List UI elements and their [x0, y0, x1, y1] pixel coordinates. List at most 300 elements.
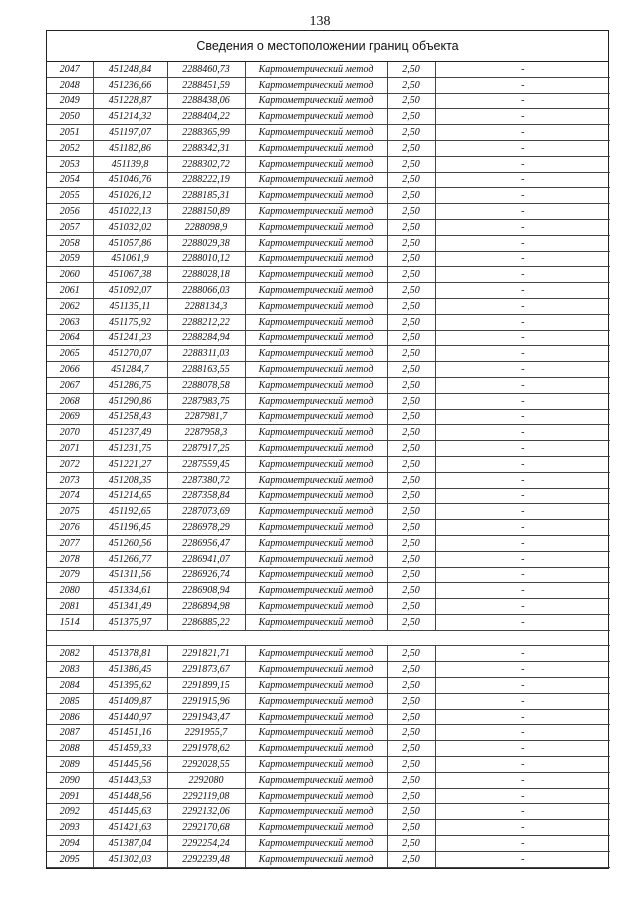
table-row	[47, 251, 610, 267]
point-number-cell: 2063	[47, 314, 93, 330]
point-number-cell: 2072	[47, 456, 93, 472]
description-cell: -	[435, 283, 610, 299]
y-coordinate-cell: 2288451,59	[167, 77, 245, 93]
description-cell: -	[435, 298, 610, 314]
x-coordinate-cell: 451260,56	[93, 535, 167, 551]
y-coordinate-cell: 2288163,55	[167, 362, 245, 378]
accuracy-cell: 2,50	[387, 346, 435, 362]
table-row	[47, 646, 610, 662]
x-coordinate-cell: 451032,02	[93, 219, 167, 235]
accuracy-cell: 2,50	[387, 520, 435, 536]
x-coordinate-cell: 451046,76	[93, 172, 167, 188]
table-row	[47, 757, 610, 773]
table-row	[47, 156, 610, 172]
accuracy-cell: 2,50	[387, 188, 435, 204]
x-coordinate-cell: 451196,45	[93, 520, 167, 536]
table-row	[47, 520, 610, 536]
y-coordinate-cell: 2287983,75	[167, 393, 245, 409]
method-cell: Картометрический метод	[245, 520, 387, 536]
y-coordinate-cell: 2288185,31	[167, 188, 245, 204]
description-cell: -	[435, 472, 610, 488]
method-cell: Картометрический метод	[245, 283, 387, 299]
y-coordinate-cell: 2287958,3	[167, 425, 245, 441]
method-cell: Картометрический метод	[245, 219, 387, 235]
point-number-cell: 2050	[47, 109, 93, 125]
coordinates-table-body	[47, 62, 610, 867]
y-coordinate-cell: 2288066,03	[167, 283, 245, 299]
method-cell: Картометрический метод	[245, 535, 387, 551]
x-coordinate-cell: 451214,65	[93, 488, 167, 504]
point-number-cell: 2077	[47, 535, 93, 551]
description-cell: -	[435, 188, 610, 204]
y-coordinate-cell: 2291978,62	[167, 741, 245, 757]
y-coordinate-cell: 2288098,9	[167, 219, 245, 235]
method-cell: Картометрический метод	[245, 488, 387, 504]
table-row	[47, 504, 610, 520]
accuracy-cell: 2,50	[387, 93, 435, 109]
method-cell: Картометрический метод	[245, 235, 387, 251]
method-cell: Картометрический метод	[245, 109, 387, 125]
table-row	[47, 441, 610, 457]
accuracy-cell: 2,50	[387, 330, 435, 346]
point-number-cell: 2070	[47, 425, 93, 441]
table-row	[47, 772, 610, 788]
separator-cell	[47, 630, 610, 646]
description-cell: -	[435, 599, 610, 615]
method-cell: Картометрический метод	[245, 330, 387, 346]
description-cell: -	[435, 757, 610, 773]
point-number-cell: 2082	[47, 646, 93, 662]
x-coordinate-cell: 451135,11	[93, 298, 167, 314]
method-cell: Картометрический метод	[245, 804, 387, 820]
y-coordinate-cell: 2288311,03	[167, 346, 245, 362]
accuracy-cell: 2,50	[387, 409, 435, 425]
x-coordinate-cell: 451214,32	[93, 109, 167, 125]
x-coordinate-cell: 451197,07	[93, 125, 167, 141]
y-coordinate-cell: 2292080	[167, 772, 245, 788]
table-row	[47, 693, 610, 709]
accuracy-cell: 2,50	[387, 314, 435, 330]
accuracy-cell: 2,50	[387, 567, 435, 583]
point-number-cell: 2078	[47, 551, 93, 567]
accuracy-cell: 2,50	[387, 77, 435, 93]
point-number-cell: 2059	[47, 251, 93, 267]
y-coordinate-cell: 2286908,94	[167, 583, 245, 599]
point-number-cell: 2075	[47, 504, 93, 520]
x-coordinate-cell: 451409,87	[93, 693, 167, 709]
accuracy-cell: 2,50	[387, 377, 435, 393]
accuracy-cell: 2,50	[387, 662, 435, 678]
table-row	[47, 535, 610, 551]
method-cell: Картометрический метод	[245, 156, 387, 172]
description-cell: -	[435, 441, 610, 457]
x-coordinate-cell: 451192,65	[93, 504, 167, 520]
table-row	[47, 741, 610, 757]
description-cell: -	[435, 77, 610, 93]
accuracy-cell: 2,50	[387, 678, 435, 694]
x-coordinate-cell: 451387,04	[93, 836, 167, 852]
accuracy-cell: 2,50	[387, 535, 435, 551]
point-number-cell: 2076	[47, 520, 93, 536]
x-coordinate-cell: 451241,23	[93, 330, 167, 346]
point-number-cell: 2060	[47, 267, 93, 283]
method-cell: Картометрический метод	[245, 851, 387, 867]
y-coordinate-cell: 2288010,12	[167, 251, 245, 267]
method-cell: Картометрический метод	[245, 614, 387, 630]
x-coordinate-cell: 451061,9	[93, 251, 167, 267]
x-coordinate-cell: 451448,56	[93, 788, 167, 804]
accuracy-cell: 2,50	[387, 109, 435, 125]
x-coordinate-cell: 451445,63	[93, 804, 167, 820]
x-coordinate-cell: 451440,97	[93, 709, 167, 725]
accuracy-cell: 2,50	[387, 140, 435, 156]
point-number-cell: 2053	[47, 156, 93, 172]
method-cell: Картометрический метод	[245, 456, 387, 472]
page-number: 138	[309, 14, 331, 29]
y-coordinate-cell: 2292028,55	[167, 757, 245, 773]
method-cell: Картометрический метод	[245, 836, 387, 852]
accuracy-cell: 2,50	[387, 788, 435, 804]
table-row	[47, 77, 610, 93]
description-cell: -	[435, 409, 610, 425]
method-cell: Картометрический метод	[245, 788, 387, 804]
point-number-cell: 2054	[47, 172, 93, 188]
y-coordinate-cell: 2288134,3	[167, 298, 245, 314]
x-coordinate-cell: 451237,49	[93, 425, 167, 441]
method-cell: Картометрический метод	[245, 583, 387, 599]
table-row	[47, 472, 610, 488]
x-coordinate-cell: 451375,97	[93, 614, 167, 630]
x-coordinate-cell: 451311,56	[93, 567, 167, 583]
table-row	[47, 188, 610, 204]
x-coordinate-cell: 451290,86	[93, 393, 167, 409]
x-coordinate-cell: 451228,87	[93, 93, 167, 109]
table-row	[47, 267, 610, 283]
description-cell: -	[435, 251, 610, 267]
point-number-cell: 2048	[47, 77, 93, 93]
description-cell: -	[435, 520, 610, 536]
point-number-cell: 2079	[47, 567, 93, 583]
point-number-cell: 2083	[47, 662, 93, 678]
method-cell: Картометрический метод	[245, 678, 387, 694]
point-number-cell: 2051	[47, 125, 93, 141]
point-number-cell: 2055	[47, 188, 93, 204]
description-cell: -	[435, 456, 610, 472]
table-row	[47, 298, 610, 314]
description-cell: -	[435, 709, 610, 725]
table-row	[47, 725, 610, 741]
y-coordinate-cell: 2292119,08	[167, 788, 245, 804]
method-cell: Картометрический метод	[245, 472, 387, 488]
method-cell: Картометрический метод	[245, 267, 387, 283]
point-number-cell: 2092	[47, 804, 93, 820]
description-cell: -	[435, 235, 610, 251]
table-row	[47, 662, 610, 678]
accuracy-cell: 2,50	[387, 488, 435, 504]
x-coordinate-cell: 451378,81	[93, 646, 167, 662]
y-coordinate-cell: 2291873,67	[167, 662, 245, 678]
method-cell: Картометрический метод	[245, 362, 387, 378]
point-number-cell: 2065	[47, 346, 93, 362]
table-separator-row	[47, 630, 610, 646]
y-coordinate-cell: 2288078,58	[167, 377, 245, 393]
method-cell: Картометрический метод	[245, 757, 387, 773]
table-row	[47, 219, 610, 235]
accuracy-cell: 2,50	[387, 219, 435, 235]
table-row	[47, 456, 610, 472]
y-coordinate-cell: 2288460,73	[167, 62, 245, 77]
accuracy-cell: 2,50	[387, 820, 435, 836]
point-number-cell: 2089	[47, 757, 93, 773]
table-row	[47, 172, 610, 188]
y-coordinate-cell: 2288404,22	[167, 109, 245, 125]
x-coordinate-cell: 451057,86	[93, 235, 167, 251]
method-cell: Картометрический метод	[245, 93, 387, 109]
y-coordinate-cell: 2288438,06	[167, 93, 245, 109]
point-number-cell: 2086	[47, 709, 93, 725]
method-cell: Картометрический метод	[245, 504, 387, 520]
description-cell: -	[435, 820, 610, 836]
y-coordinate-cell: 2288212,22	[167, 314, 245, 330]
point-number-cell: 2068	[47, 393, 93, 409]
table-row	[47, 235, 610, 251]
description-cell: -	[435, 125, 610, 141]
y-coordinate-cell: 2287917,25	[167, 441, 245, 457]
description-cell: -	[435, 725, 610, 741]
method-cell: Картометрический метод	[245, 298, 387, 314]
method-cell: Картометрический метод	[245, 251, 387, 267]
point-number-cell: 2085	[47, 693, 93, 709]
x-coordinate-cell: 451248,84	[93, 62, 167, 77]
accuracy-cell: 2,50	[387, 709, 435, 725]
x-coordinate-cell: 451386,45	[93, 662, 167, 678]
y-coordinate-cell: 2288365,99	[167, 125, 245, 141]
method-cell: Картометрический метод	[245, 709, 387, 725]
description-cell: -	[435, 741, 610, 757]
point-number-cell: 2093	[47, 820, 93, 836]
accuracy-cell: 2,50	[387, 172, 435, 188]
method-cell: Картометрический метод	[245, 741, 387, 757]
table-row	[47, 614, 610, 630]
x-coordinate-cell: 451270,07	[93, 346, 167, 362]
description-cell: -	[435, 567, 610, 583]
method-cell: Картометрический метод	[245, 772, 387, 788]
table-row	[47, 709, 610, 725]
y-coordinate-cell: 2292239,48	[167, 851, 245, 867]
point-number-cell: 2067	[47, 377, 93, 393]
accuracy-cell: 2,50	[387, 725, 435, 741]
x-coordinate-cell: 451092,07	[93, 283, 167, 299]
boundary-document	[46, 30, 609, 869]
point-number-cell: 2081	[47, 599, 93, 615]
table-row	[47, 820, 610, 836]
description-cell: -	[435, 583, 610, 599]
x-coordinate-cell: 451026,12	[93, 188, 167, 204]
accuracy-cell: 2,50	[387, 614, 435, 630]
accuracy-cell: 2,50	[387, 235, 435, 251]
y-coordinate-cell: 2291899,15	[167, 678, 245, 694]
y-coordinate-cell: 2288284,94	[167, 330, 245, 346]
description-cell: -	[435, 678, 610, 694]
point-number-cell: 2080	[47, 583, 93, 599]
point-number-cell: 2088	[47, 741, 93, 757]
accuracy-cell: 2,50	[387, 267, 435, 283]
accuracy-cell: 2,50	[387, 599, 435, 615]
accuracy-cell: 2,50	[387, 125, 435, 141]
x-coordinate-cell: 451302,03	[93, 851, 167, 867]
point-number-cell: 2047	[47, 62, 93, 77]
y-coordinate-cell: 2292132,06	[167, 804, 245, 820]
point-number-cell: 2084	[47, 678, 93, 694]
point-number-cell: 2091	[47, 788, 93, 804]
point-number-cell: 2066	[47, 362, 93, 378]
x-coordinate-cell: 451182,86	[93, 140, 167, 156]
table-row	[47, 836, 610, 852]
x-coordinate-cell: 451341,49	[93, 599, 167, 615]
x-coordinate-cell: 451221,27	[93, 456, 167, 472]
point-number-cell: 2087	[47, 725, 93, 741]
method-cell: Картометрический метод	[245, 693, 387, 709]
method-cell: Картометрический метод	[245, 314, 387, 330]
point-number-cell: 2056	[47, 204, 93, 220]
x-coordinate-cell: 451022,13	[93, 204, 167, 220]
table-row	[47, 567, 610, 583]
accuracy-cell: 2,50	[387, 693, 435, 709]
table-row	[47, 62, 610, 77]
description-cell: -	[435, 219, 610, 235]
y-coordinate-cell: 2291915,96	[167, 693, 245, 709]
y-coordinate-cell: 2286885,22	[167, 614, 245, 630]
description-cell: -	[435, 504, 610, 520]
y-coordinate-cell: 2286894,98	[167, 599, 245, 615]
coordinates-table	[47, 62, 610, 868]
x-coordinate-cell: 451231,75	[93, 441, 167, 457]
table-row	[47, 314, 610, 330]
y-coordinate-cell: 2288342,31	[167, 140, 245, 156]
point-number-cell: 2069	[47, 409, 93, 425]
table-row	[47, 140, 610, 156]
description-cell: -	[435, 140, 610, 156]
description-cell: -	[435, 156, 610, 172]
method-cell: Картометрический метод	[245, 188, 387, 204]
accuracy-cell: 2,50	[387, 583, 435, 599]
description-cell: -	[435, 551, 610, 567]
point-number-cell: 2090	[47, 772, 93, 788]
y-coordinate-cell: 2288028,18	[167, 267, 245, 283]
accuracy-cell: 2,50	[387, 851, 435, 867]
point-number-cell: 2095	[47, 851, 93, 867]
point-number-cell: 2064	[47, 330, 93, 346]
accuracy-cell: 2,50	[387, 362, 435, 378]
method-cell: Картометрический метод	[245, 62, 387, 77]
y-coordinate-cell: 2286926,74	[167, 567, 245, 583]
method-cell: Картометрический метод	[245, 646, 387, 662]
y-coordinate-cell: 2291955,7	[167, 725, 245, 741]
description-cell: -	[435, 772, 610, 788]
y-coordinate-cell: 2292254,24	[167, 836, 245, 852]
method-cell: Картометрический метод	[245, 725, 387, 741]
table-row	[47, 488, 610, 504]
description-cell: -	[435, 535, 610, 551]
table-title: Сведения о местоположении границ объекта	[47, 31, 608, 62]
table-row	[47, 599, 610, 615]
method-cell: Картометрический метод	[245, 441, 387, 457]
accuracy-cell: 2,50	[387, 251, 435, 267]
accuracy-cell: 2,50	[387, 804, 435, 820]
y-coordinate-cell: 2287559,45	[167, 456, 245, 472]
accuracy-cell: 2,50	[387, 504, 435, 520]
description-cell: -	[435, 377, 610, 393]
description-cell: -	[435, 393, 610, 409]
y-coordinate-cell: 2286941,07	[167, 551, 245, 567]
table-row	[47, 377, 610, 393]
accuracy-cell: 2,50	[387, 757, 435, 773]
description-cell: -	[435, 488, 610, 504]
description-cell: -	[435, 804, 610, 820]
accuracy-cell: 2,50	[387, 425, 435, 441]
table-row	[47, 425, 610, 441]
method-cell: Картометрический метод	[245, 346, 387, 362]
x-coordinate-cell: 451208,35	[93, 472, 167, 488]
description-cell: -	[435, 267, 610, 283]
method-cell: Картометрический метод	[245, 409, 387, 425]
method-cell: Картометрический метод	[245, 551, 387, 567]
x-coordinate-cell: 451421,63	[93, 820, 167, 836]
accuracy-cell: 2,50	[387, 551, 435, 567]
table-row	[47, 393, 610, 409]
y-coordinate-cell: 2288302,72	[167, 156, 245, 172]
table-row	[47, 109, 610, 125]
point-number-cell: 2094	[47, 836, 93, 852]
y-coordinate-cell: 2288150,89	[167, 204, 245, 220]
description-cell: -	[435, 788, 610, 804]
description-cell: -	[435, 204, 610, 220]
accuracy-cell: 2,50	[387, 393, 435, 409]
description-cell: -	[435, 93, 610, 109]
point-number-cell: 2073	[47, 472, 93, 488]
x-coordinate-cell: 451443,53	[93, 772, 167, 788]
method-cell: Картометрический метод	[245, 599, 387, 615]
description-cell: -	[435, 172, 610, 188]
accuracy-cell: 2,50	[387, 772, 435, 788]
accuracy-cell: 2,50	[387, 204, 435, 220]
table-row	[47, 409, 610, 425]
x-coordinate-cell: 451334,61	[93, 583, 167, 599]
y-coordinate-cell: 2288029,38	[167, 235, 245, 251]
accuracy-cell: 2,50	[387, 646, 435, 662]
table-row	[47, 788, 610, 804]
y-coordinate-cell: 2292170,68	[167, 820, 245, 836]
y-coordinate-cell: 2287380,72	[167, 472, 245, 488]
description-cell: -	[435, 836, 610, 852]
point-number-cell: 2057	[47, 219, 93, 235]
x-coordinate-cell: 451395,62	[93, 678, 167, 694]
table-row	[47, 678, 610, 694]
x-coordinate-cell: 451266,77	[93, 551, 167, 567]
description-cell: -	[435, 330, 610, 346]
y-coordinate-cell: 2287358,84	[167, 488, 245, 504]
table-row	[47, 583, 610, 599]
x-coordinate-cell: 451236,66	[93, 77, 167, 93]
y-coordinate-cell: 2287981,7	[167, 409, 245, 425]
table-row	[47, 330, 610, 346]
method-cell: Картометрический метод	[245, 425, 387, 441]
table-row	[47, 93, 610, 109]
x-coordinate-cell: 451258,43	[93, 409, 167, 425]
y-coordinate-cell: 2291943,47	[167, 709, 245, 725]
method-cell: Картометрический метод	[245, 77, 387, 93]
table-row	[47, 551, 610, 567]
